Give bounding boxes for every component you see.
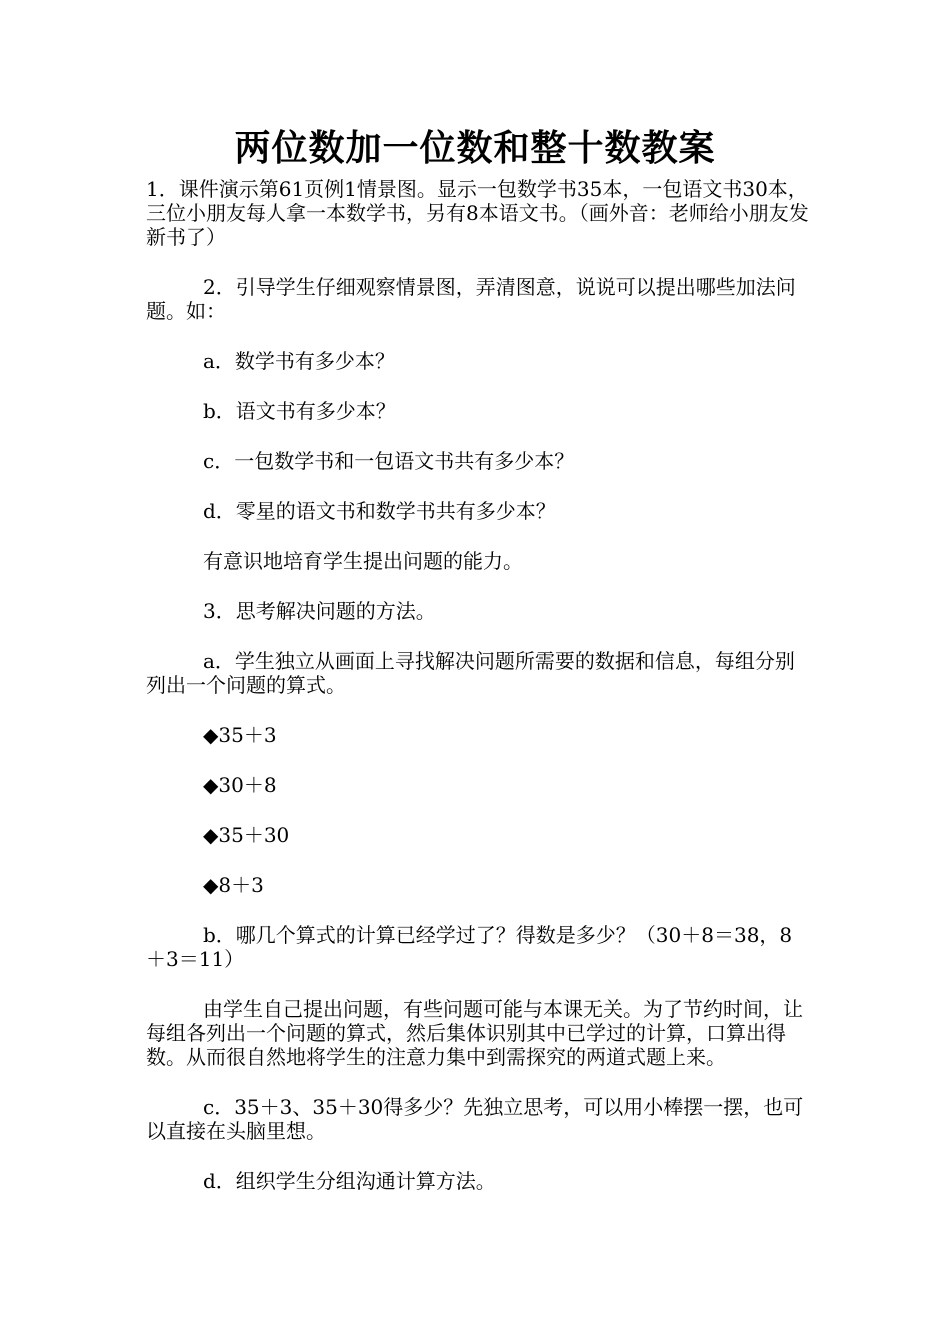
- paragraph-3d: d．组织学生分组沟通计算方法。: [203, 1169, 496, 1193]
- question-b: b．语文书有多少本？: [203, 399, 396, 423]
- paragraph-2: 2．引导学生仔细观察情景图，弄清图意，说说可以提出哪些加法问题。如：: [146, 275, 796, 323]
- paragraph-3c: c．35＋3、35＋30得多少？先独立思考，可以用小棒摆一摆，也可以直接在头脑里想。: [146, 1095, 804, 1143]
- paragraph-3b: b．哪几个算式的计算已经学过了？得数是多少？（30＋8＝38，8＋3＝11）: [146, 923, 793, 971]
- paragraph-3: 3．思考解决问题的方法。: [203, 599, 436, 623]
- formula-2: ◆30＋8: [203, 773, 277, 797]
- note-2: 由学生自己提出问题，有些问题可能与本课无关。为了节约时间，让每组各列出一个问题的算式，然后集体识别其中已学过的计算，口算出得数。从而很自然地将学生的注意力集中到需探究的两道式题上来。: [146, 997, 803, 1069]
- question-a: a．数学书有多少本？: [203, 349, 395, 373]
- paragraph-1: 1．课件演示第61页例1情景图。显示一包数学书35本，一包语文书30本，三位小朋友每人拿一本数学书，另有8本语文书。（画外音：老师给小朋友发新书了）: [146, 177, 809, 249]
- formula-4: ◆8＋3: [203, 873, 264, 897]
- paragraph-3a: a．学生独立从画面上寻找解决问题所需要的数据和信息，每组分别列出一个问题的算式。: [146, 649, 795, 697]
- document-body: [146, 177, 811, 1219]
- question-c: c．一包数学书和一包语文书共有多少本？: [203, 449, 575, 473]
- formula-1: ◆35＋3: [203, 723, 277, 747]
- question-d: d．零星的语文书和数学书共有多少本？: [203, 499, 556, 523]
- document-title: 两位数加一位数和整十数教案: [234, 127, 716, 169]
- formula-3: ◆35＋30: [203, 823, 290, 847]
- note-1: 有意识地培育学生提出问题的能力。: [203, 549, 523, 573]
